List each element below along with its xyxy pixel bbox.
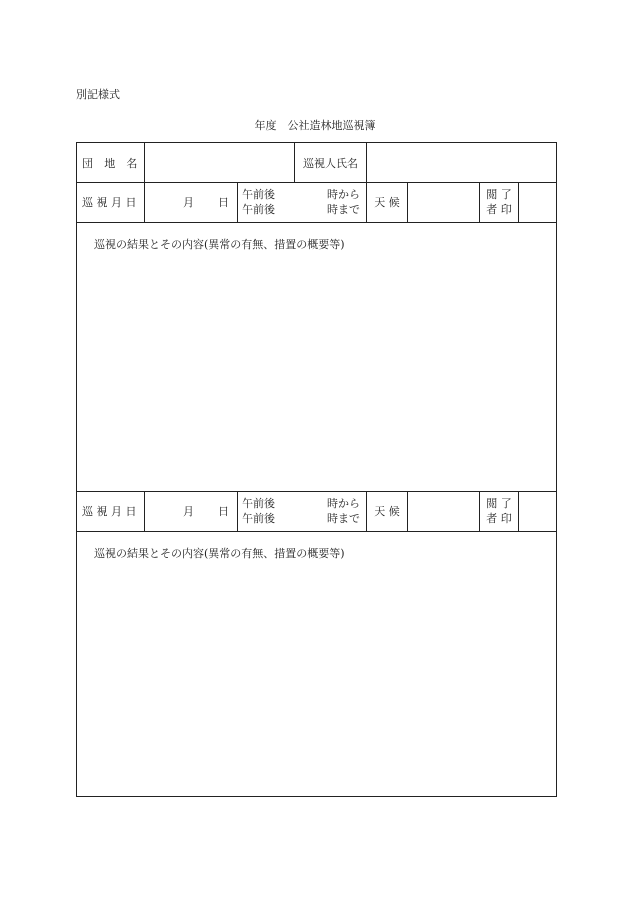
patrol-1-date-label-cell [77,182,145,222]
patrol-2-date-label: 巡 視 月 日 [82,505,137,518]
patrol-log-form [76,142,557,797]
area-name-label: 団 地 名 [82,156,142,170]
patrol-1-reviewer-label-2: 者 印 [486,203,512,216]
patrol-1-end-ampm: 午前後 [242,203,275,216]
inspector-name-label: 巡視人氏名 [303,156,358,170]
inspector-name-field[interactable] [367,143,556,182]
patrol-1-start-ampm: 午前後 [242,188,275,201]
patrol-2-reviewer-label-1: 閲 了 [486,497,512,510]
patrol-1-header-row [77,182,556,223]
form-label: 別記様式 [76,88,120,101]
patrol-1-seal-field[interactable] [519,182,556,222]
area-name-label-cell [77,143,145,182]
patrol-2-start-suffix: 時から [327,497,360,510]
patrol-2-weather-label: 天 候 [374,505,400,518]
patrol-1-weather-field[interactable] [408,182,480,222]
patrol-1-end-suffix: 時まで [327,203,360,216]
patrol-2-start-ampm: 午前後 [242,497,275,510]
patrol-1-time-field[interactable] [238,182,367,222]
patrol-2-date-label-cell [77,491,145,531]
patrol-1-day-unit: 日 [218,196,229,209]
patrol-1-reviewer-label-cell [480,182,519,222]
page-title: 年度 公社造林地巡視簿 [254,119,376,132]
patrol-2-end-ampm: 午前後 [242,512,275,525]
patrol-2-result-area[interactable] [77,531,556,796]
patrol-1-weather-label-cell [367,182,408,222]
patrol-1-month-unit: 月 [183,196,194,209]
patrol-2-end-suffix: 時まで [327,512,360,525]
patrol-2-reviewer-label-2: 者 印 [486,512,512,525]
patrol-2-day-unit: 日 [218,505,229,518]
patrol-2-weather-field[interactable] [408,491,480,531]
patrol-2-time-field[interactable] [238,491,367,531]
patrol-1-date-label: 巡 視 月 日 [82,196,137,209]
patrol-1-date-field[interactable] [145,182,238,222]
patrol-1-weather-label: 天 候 [374,196,400,209]
patrol-1-reviewer-label-1: 閲 了 [486,188,512,201]
patrol-2-reviewer-label-cell [480,491,519,531]
patrol-1-start-suffix: 時から [327,188,360,201]
area-name-field[interactable] [145,143,295,182]
patrol-1-result-area[interactable] [77,222,556,492]
patrol-2-result-label: 巡視の結果とその内容(異常の有無、措置の概要等) [94,547,345,560]
patrol-2-seal-field[interactable] [519,491,556,531]
patrol-2-header-row [77,491,556,532]
info-row [77,143,556,183]
inspector-name-label-cell [295,143,367,182]
patrol-2-date-field[interactable] [145,491,238,531]
patrol-2-weather-label-cell [367,491,408,531]
patrol-2-month-unit: 月 [183,505,194,518]
patrol-1-result-label: 巡視の結果とその内容(異常の有無、措置の概要等) [94,238,345,251]
